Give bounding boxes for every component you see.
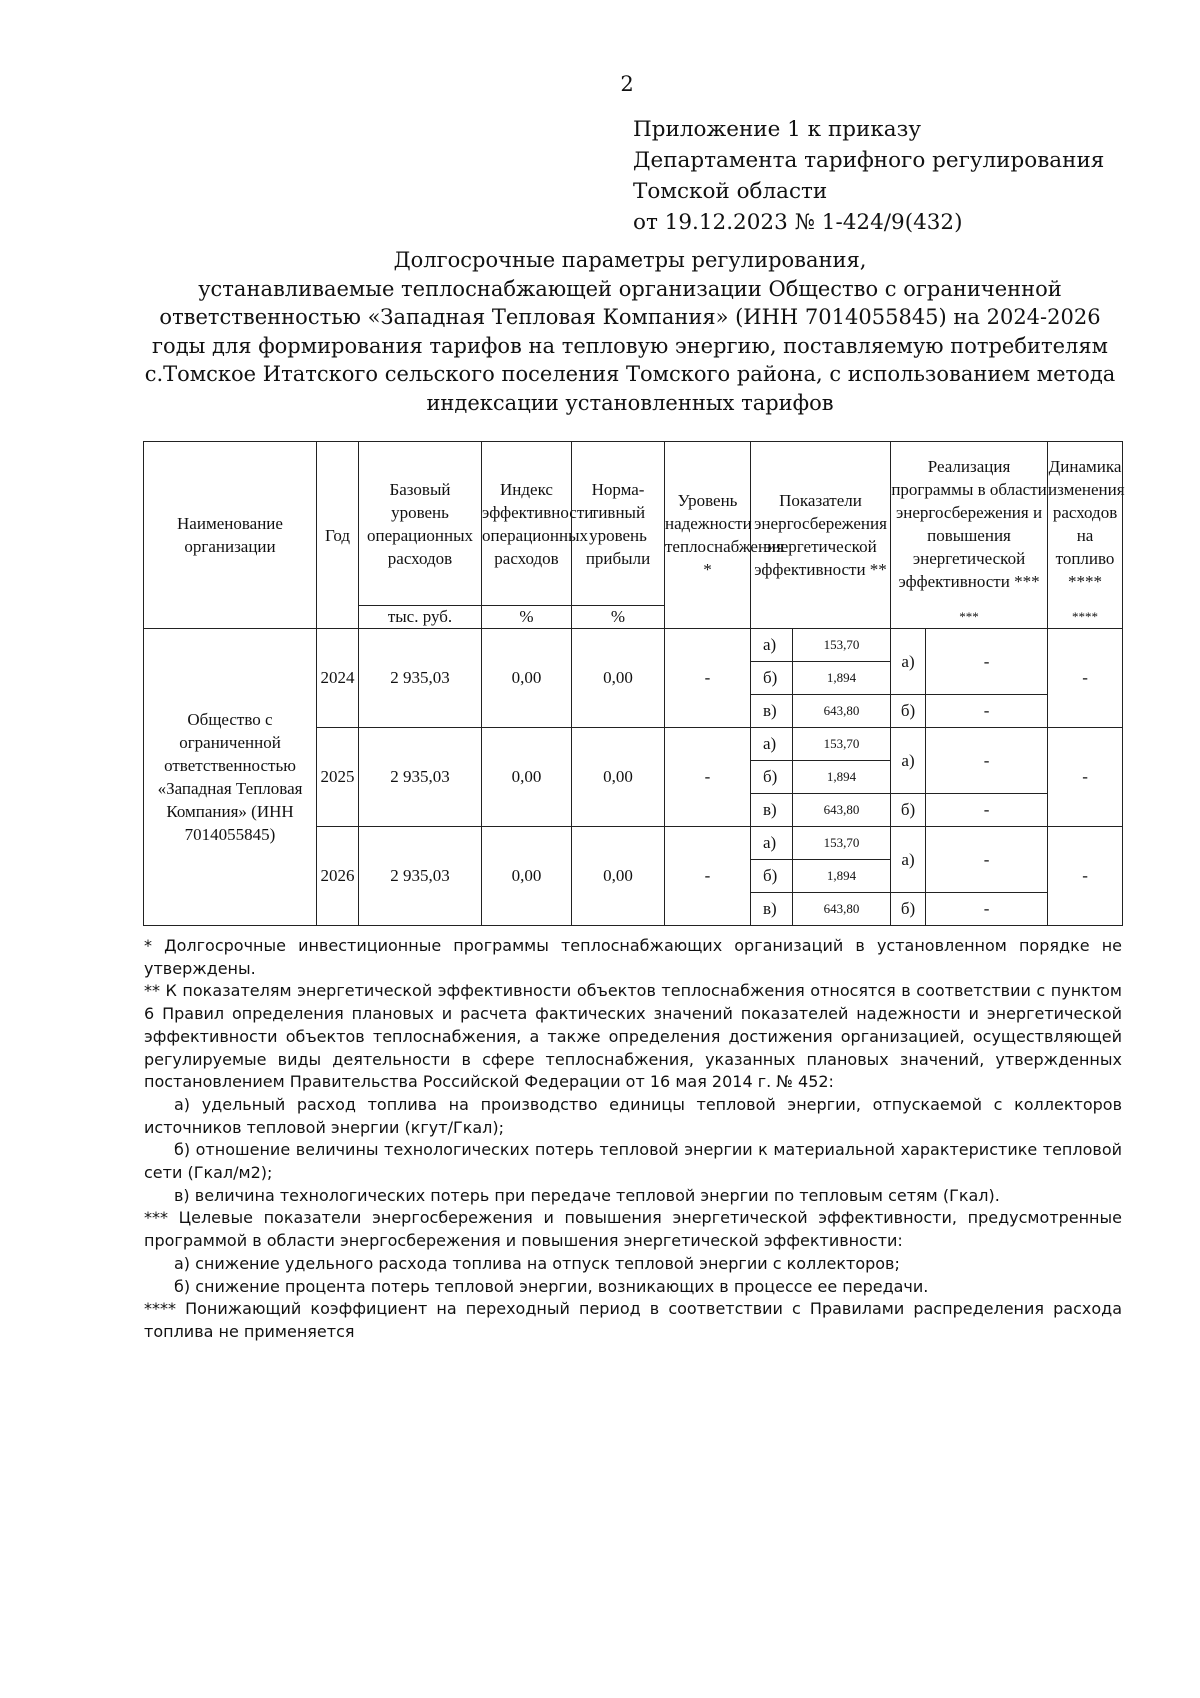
cell-profit: 0,00 xyxy=(572,827,665,926)
col-header-reliability xyxy=(665,442,784,629)
unit-program-stars: *** xyxy=(891,606,1048,629)
footnote-3a: а) снижение удельного расхода топлива на отпуск тепловой энергии с коллекторов; xyxy=(174,1253,900,1273)
program-value: - xyxy=(926,695,1048,728)
energy-label: б) xyxy=(751,860,793,893)
parameters-table xyxy=(143,441,1123,926)
col-header-org xyxy=(144,442,317,629)
cell-base: 2 935,03 xyxy=(359,827,482,926)
appendix-line: Приложение 1 к приказу xyxy=(633,117,922,142)
table-row xyxy=(144,629,1123,662)
program-label: а) xyxy=(891,629,926,695)
col-header-energy xyxy=(751,442,891,629)
program-value: - xyxy=(926,893,1048,926)
header-text: Уровень надежности теплоснабжения * xyxy=(665,491,784,579)
header-text: Показатели энергосбережения энергетической эффективности ** xyxy=(754,491,887,579)
header-text: Реализация программы в области энергосбережения и повышения энергетической эффективности *** xyxy=(891,456,1047,591)
program-label: б) xyxy=(891,794,926,827)
energy-value: 1,894 xyxy=(793,662,891,695)
cell-year: 2026 xyxy=(317,827,359,926)
organization-name: Общество с ограниченной ответственностью «Западная Тепловая Компания» (ИНН 7014055845) xyxy=(144,629,317,926)
program-label: б) xyxy=(891,695,926,728)
footnote-3b: б) снижение процента потерь тепловой энергии, возникающих в процессе ее передачи. xyxy=(174,1276,929,1296)
unit-index: % xyxy=(482,606,572,629)
header-text: Индекс эффективности операционных расходов xyxy=(482,479,594,568)
footnote-3: *** Целевые показатели энергосбережения и повышения энергетической эффективности, предусмотренные программой в области энергосбережения и повышения энергетической эффективности: xyxy=(144,1208,1122,1251)
energy-label: а) xyxy=(751,629,793,662)
col-header-year xyxy=(317,442,359,629)
table-header-row xyxy=(144,442,1123,606)
footnote-1: * Долгосрочные инвестиционные программы теплоснабжающих организаций в установленном порядке не утверждены. xyxy=(144,936,1122,978)
cell-index: 0,00 xyxy=(482,827,572,926)
energy-value: 1,894 xyxy=(793,761,891,794)
title-line: годы для формирования тарифов на тепловую энергию, поставляемую потребителям xyxy=(152,333,1108,358)
cell-index: 0,00 xyxy=(482,728,572,827)
energy-value: 643,80 xyxy=(793,695,891,728)
title-line: ответственностью «Западная Тепловая Компания» (ИНН 7014055845) на 2024-2026 xyxy=(159,305,1101,330)
title-line: Долгосрочные параметры регулирования, xyxy=(393,248,867,272)
col-header-profit xyxy=(572,442,665,606)
program-label: а) xyxy=(891,827,926,893)
cell-dynamics: - xyxy=(1048,728,1123,827)
footnote-2b: б) отношение величины технологических потерь тепловой энергии к материальной характеристике тепловой сети (Гкал/м2); xyxy=(144,1140,1122,1183)
energy-value: 643,80 xyxy=(793,893,891,926)
energy-value: 643,80 xyxy=(793,794,891,827)
footnote-2a: а) удельный расход топлива на производство единицы тепловой энергии, отпускаемой с коллекторов источников тепловой энергии (кгут/Гкал); xyxy=(144,1094,1122,1137)
energy-value: 1,894 xyxy=(793,860,891,893)
col-header-index xyxy=(482,442,594,606)
footnotes xyxy=(144,935,1122,1344)
cell-base: 2 935,03 xyxy=(359,728,482,827)
col-header-program xyxy=(891,442,1048,606)
cell-profit: 0,00 xyxy=(572,629,665,728)
cell-reliability: - xyxy=(665,827,751,926)
header-text: Год xyxy=(325,525,350,545)
appendix-line: Томской области xyxy=(633,179,828,204)
col-header-base xyxy=(359,442,482,606)
unit-base: тыс. руб. xyxy=(359,606,482,629)
page-number: 2 xyxy=(620,72,634,96)
header-text: Базовый уровень операционных расходов xyxy=(366,479,473,568)
unit-profit: % xyxy=(572,606,665,629)
energy-value: 153,70 xyxy=(793,629,891,662)
cell-year: 2025 xyxy=(317,728,359,827)
program-label: б) xyxy=(891,893,926,926)
unit-dynamics-stars: **** xyxy=(1048,606,1123,629)
header-text: Норма-тивный уровень прибыли xyxy=(585,479,651,568)
energy-label: а) xyxy=(751,827,793,860)
footnote-4: **** Понижающий коэффициент на переходный период в соответствии с Правилами распределения расхода топлива не применяется xyxy=(144,1299,1122,1341)
energy-value: 153,70 xyxy=(793,728,891,761)
program-value: - xyxy=(926,629,1048,695)
title-line: устанавливаемые теплоснабжающей организации Общество с ограниченной xyxy=(198,276,1062,301)
document-title xyxy=(130,246,1130,418)
appendix-date-number: от 19.12.2023 № 1-424/9(432) xyxy=(633,210,963,235)
cell-reliability: - xyxy=(665,629,751,728)
energy-label: в) xyxy=(751,794,793,827)
cell-index: 0,00 xyxy=(482,629,572,728)
header-text: Наименование организации xyxy=(177,514,283,556)
appendix-line: Департамента тарифного регулирования xyxy=(633,148,1105,173)
cell-base: 2 935,03 xyxy=(359,629,482,728)
cell-profit: 0,00 xyxy=(572,728,665,827)
program-label: а) xyxy=(891,728,926,794)
footnote-2c: в) величина технологических потерь при передаче тепловой энергии по тепловым сетям (Гкал). xyxy=(174,1185,1000,1205)
energy-label: б) xyxy=(751,761,793,794)
program-value: - xyxy=(926,794,1048,827)
col-header-dynamics xyxy=(1048,442,1123,606)
cell-dynamics: - xyxy=(1048,827,1123,926)
energy-value: 153,70 xyxy=(793,827,891,860)
footnote-2: ** К показателям энергетической эффективности объектов теплоснабжения относятся в соответствии с пунктом 6 Правил определения плановых и расчета фактических значений показателей надежности и энергетической эффективности объектов теплоснабжения, а также определения достижения организацией, осуществляющей регулируемые виды деятельности в сфере теплоснабжения, указанных плановых значений, утвержденных постановлением Правительства Российской Федерации от 16 мая 2014 г. № 452: xyxy=(144,981,1122,1092)
cell-year: 2024 xyxy=(317,629,359,728)
cell-reliability: - xyxy=(665,728,751,827)
program-value: - xyxy=(926,827,1048,893)
program-value: - xyxy=(926,728,1048,794)
cell-dynamics: - xyxy=(1048,629,1123,728)
energy-label: в) xyxy=(751,893,793,926)
title-line: с.Томское Итатского сельского поселения Томского района, с использованием метода xyxy=(144,362,1116,387)
energy-label: а) xyxy=(751,728,793,761)
energy-label: в) xyxy=(751,695,793,728)
appendix-block xyxy=(633,114,1104,238)
energy-label: б) xyxy=(751,662,793,695)
header-text: Динамика изменения расходов на топливо **** xyxy=(1048,456,1125,591)
title-line: индексации установленных тарифов xyxy=(426,390,834,415)
